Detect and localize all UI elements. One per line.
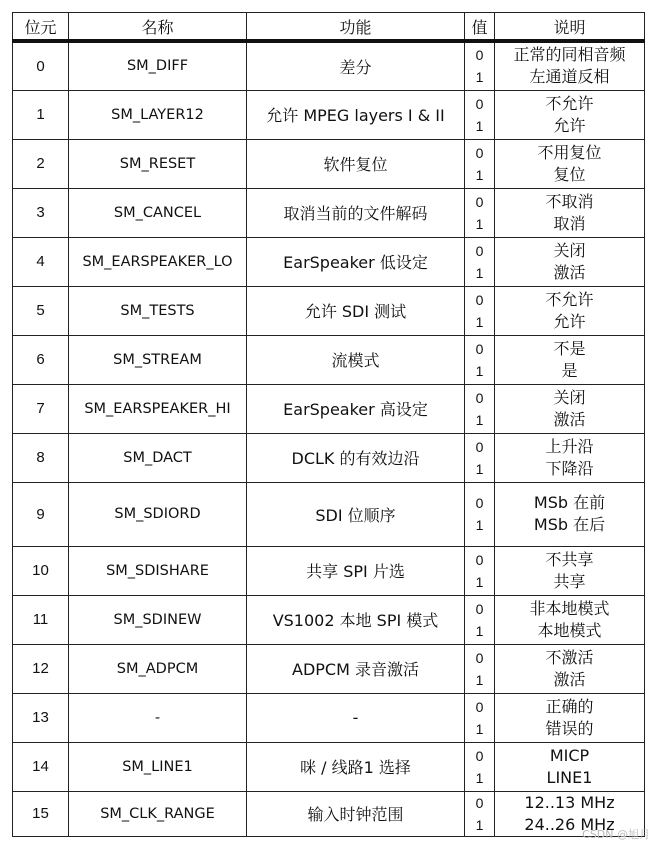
description-0: 关闭 — [553, 240, 586, 260]
description-cell — [495, 335, 645, 384]
value-1: 1 — [475, 313, 484, 330]
description-0: 正确的 — [545, 696, 594, 716]
description-1: 错误的 — [545, 718, 594, 738]
header-description: 说明 — [495, 13, 645, 42]
bit-cell: 3 — [13, 188, 69, 237]
table-row — [13, 90, 645, 139]
name-cell: SM_LAYER12 — [69, 90, 247, 139]
description-1: 允许 — [553, 115, 586, 135]
name-cell: SM_RESET — [69, 139, 247, 188]
table-row — [13, 139, 645, 188]
name-cell: SM_CANCEL — [69, 188, 247, 237]
name-cell: SM_LINE1 — [69, 742, 247, 791]
header-value: 值 — [465, 13, 495, 42]
function-cell: ADPCM 录音激活 — [247, 644, 465, 693]
value-1: 1 — [475, 166, 484, 183]
description-0: 正常的同相音频 — [513, 45, 626, 65]
value-cell — [465, 693, 495, 742]
description-1: 是 — [561, 360, 578, 380]
function-cell: DCLK 的有效边沿 — [247, 433, 465, 482]
value-0: 0 — [475, 747, 484, 764]
name-cell: SM_STREAM — [69, 335, 247, 384]
value-0: 0 — [475, 242, 484, 259]
name-cell: SM_DACT — [69, 433, 247, 482]
function-cell: 输入时钟范围 — [247, 791, 465, 836]
description-1: 激活 — [553, 669, 586, 689]
value-0: 0 — [475, 649, 484, 666]
description-0: 不取消 — [545, 191, 594, 211]
mode-register-table — [12, 12, 645, 837]
name-cell: SM_SDISHARE — [69, 546, 247, 595]
name-cell: - — [69, 693, 247, 742]
bit-cell: 9 — [13, 482, 69, 546]
value-cell — [465, 237, 495, 286]
bit-cell: 12 — [13, 644, 69, 693]
value-0: 0 — [475, 438, 484, 455]
description-0: MICP — [549, 745, 590, 765]
description-cell — [495, 595, 645, 644]
function-cell: EarSpeaker 高设定 — [247, 384, 465, 433]
value-1: 1 — [475, 69, 484, 86]
description-cell — [495, 644, 645, 693]
function-cell: VS1002 本地 SPI 模式 — [247, 595, 465, 644]
value-cell — [465, 433, 495, 482]
bit-cell: 15 — [13, 791, 69, 836]
name-cell: SM_SDIORD — [69, 482, 247, 546]
name-cell: SM_CLK_RANGE — [69, 791, 247, 836]
description-0: 非本地模式 — [529, 598, 610, 618]
description-0: 不允许 — [545, 93, 594, 113]
description-cell — [495, 433, 645, 482]
name-cell: SM_DIFF — [69, 41, 247, 90]
table-row — [13, 384, 645, 433]
function-cell: 咪 / 线路1 选择 — [247, 742, 465, 791]
function-cell: 取消当前的文件解码 — [247, 188, 465, 237]
table-row — [13, 482, 645, 546]
table-row — [13, 188, 645, 237]
value-1: 1 — [475, 573, 484, 590]
description-0: 不激活 — [545, 647, 594, 667]
value-cell — [465, 791, 495, 836]
description-cell — [495, 139, 645, 188]
table-row — [13, 433, 645, 482]
description-1: LINE1 — [546, 767, 593, 787]
bit-cell: 5 — [13, 286, 69, 335]
description-cell — [495, 482, 645, 546]
value-0: 0 — [475, 291, 484, 308]
function-cell: - — [247, 693, 465, 742]
description-0: 12..13 MHz — [524, 792, 615, 812]
description-cell — [495, 693, 645, 742]
bit-cell: 10 — [13, 546, 69, 595]
value-0: 0 — [475, 340, 484, 357]
value-1: 1 — [475, 769, 484, 786]
description-cell — [495, 742, 645, 791]
function-cell: 允许 MPEG layers I & II — [247, 90, 465, 139]
value-cell — [465, 742, 495, 791]
value-0: 0 — [475, 551, 484, 568]
description-cell — [495, 188, 645, 237]
bit-cell: 2 — [13, 139, 69, 188]
table-row — [13, 791, 645, 836]
description-1: 允许 — [553, 311, 586, 331]
value-1: 1 — [475, 720, 484, 737]
description-cell — [495, 237, 645, 286]
bit-cell: 4 — [13, 237, 69, 286]
description-0: 不共享 — [545, 549, 594, 569]
description-1: MSb 在后 — [533, 515, 606, 534]
value-cell — [465, 595, 495, 644]
bit-cell: 11 — [13, 595, 69, 644]
bit-cell: 6 — [13, 335, 69, 384]
value-cell — [465, 546, 495, 595]
bit-cell: 8 — [13, 433, 69, 482]
value-cell — [465, 41, 495, 90]
value-cell — [465, 644, 495, 693]
watermark: CSDN @旭月 — [582, 828, 650, 841]
description-0: 上升沿 — [545, 436, 594, 456]
description-1: 24..26 MHz — [524, 814, 615, 834]
value-1: 1 — [475, 362, 484, 379]
value-0: 0 — [475, 144, 484, 161]
value-0: 0 — [475, 95, 484, 112]
table-row — [13, 546, 645, 595]
description-0: 不用复位 — [537, 142, 602, 162]
description-0: MSb 在前 — [533, 493, 606, 512]
header-bit: 位元 — [13, 13, 69, 42]
description-0: 不允许 — [545, 289, 594, 309]
function-cell: 共享 SPI 片选 — [247, 546, 465, 595]
function-cell: 差分 — [247, 41, 465, 90]
description-cell — [495, 546, 645, 595]
table-row — [13, 595, 645, 644]
value-cell — [465, 188, 495, 237]
description-1: 复位 — [553, 164, 586, 184]
table-row — [13, 286, 645, 335]
value-1: 1 — [475, 671, 484, 688]
description-0: 关闭 — [553, 387, 586, 407]
table-row — [13, 742, 645, 791]
value-cell — [465, 482, 495, 546]
description-cell — [495, 90, 645, 139]
value-cell — [465, 139, 495, 188]
bit-cell: 0 — [13, 41, 69, 90]
value-1: 1 — [475, 117, 484, 134]
value-0: 0 — [475, 794, 484, 811]
table-row — [13, 237, 645, 286]
value-0: 0 — [475, 193, 484, 210]
name-cell: SM_SDINEW — [69, 595, 247, 644]
bit-cell: 1 — [13, 90, 69, 139]
function-cell: SDI 位顺序 — [247, 482, 465, 546]
function-cell: 允许 SDI 测试 — [247, 286, 465, 335]
value-1: 1 — [475, 517, 484, 533]
table-row — [13, 41, 645, 90]
name-cell: SM_EARSPEAKER_HI — [69, 384, 247, 433]
value-0: 0 — [475, 47, 484, 64]
name-cell: SM_EARSPEAKER_LO — [69, 237, 247, 286]
value-1: 1 — [475, 460, 484, 477]
value-cell — [465, 335, 495, 384]
table-row — [13, 644, 645, 693]
value-1: 1 — [475, 622, 484, 639]
value-1: 1 — [475, 215, 484, 232]
header-function: 功能 — [247, 13, 465, 42]
description-cell — [495, 41, 645, 90]
value-0: 0 — [475, 698, 484, 715]
value-cell — [465, 384, 495, 433]
function-cell: 流模式 — [247, 335, 465, 384]
description-1: 本地模式 — [537, 620, 602, 640]
value-1: 1 — [475, 264, 484, 281]
description-1: 激活 — [553, 409, 586, 429]
bit-cell: 7 — [13, 384, 69, 433]
bit-cell: 14 — [13, 742, 69, 791]
table-header-row — [13, 13, 645, 42]
bit-cell: 13 — [13, 693, 69, 742]
description-1: 共享 — [553, 571, 586, 591]
value-0: 0 — [475, 600, 484, 617]
value-0: 0 — [475, 495, 484, 511]
description-1: 下降沿 — [545, 458, 594, 478]
value-cell — [465, 90, 495, 139]
header-name: 名称 — [69, 13, 247, 42]
function-cell: EarSpeaker 低设定 — [247, 237, 465, 286]
description-1: 左通道反相 — [529, 67, 610, 87]
description-cell — [495, 286, 645, 335]
description-1: 取消 — [553, 213, 586, 233]
name-cell: SM_ADPCM — [69, 644, 247, 693]
value-1: 1 — [475, 816, 484, 833]
function-cell: 软件复位 — [247, 139, 465, 188]
description-1: 激活 — [553, 262, 586, 282]
description-cell — [495, 384, 645, 433]
description-0: 不是 — [553, 338, 586, 358]
table-row — [13, 693, 645, 742]
table-row — [13, 335, 645, 384]
name-cell: SM_TESTS — [69, 286, 247, 335]
value-cell — [465, 286, 495, 335]
value-0: 0 — [475, 389, 484, 406]
value-1: 1 — [475, 411, 484, 428]
